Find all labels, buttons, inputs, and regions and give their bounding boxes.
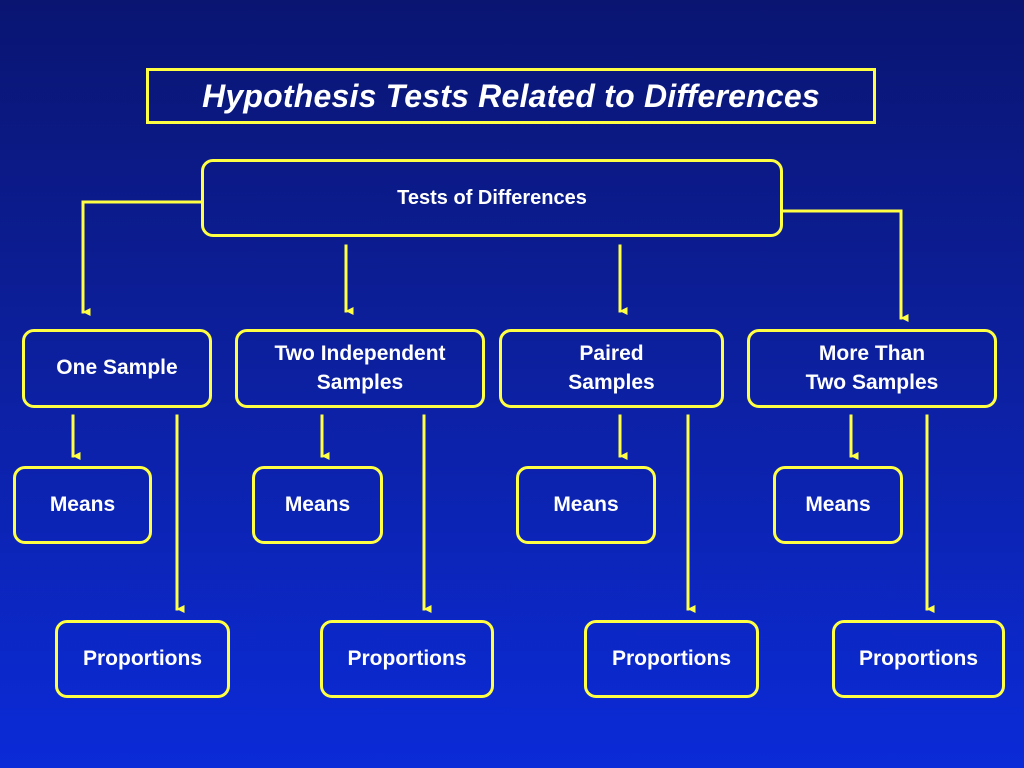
proportions-node-more-than-two-samples [832,620,1005,698]
category-label: Two Independent Samples [274,342,446,394]
means-label: Means [553,492,619,516]
proportions-label: Proportions [83,646,202,670]
category-node-two-independent-samples [235,329,485,408]
means-node-paired-samples [516,466,656,544]
connector-root-to-more-than-two [783,211,901,318]
proportions-node-paired-samples [584,620,759,698]
slide-title: Hypothesis Tests Related to Differences [202,77,820,114]
means-label: Means [284,492,351,516]
means-label: Means [805,492,871,516]
category-node-paired-samples [499,329,724,408]
connector-root-to-one-sample [83,202,201,312]
means-node-more-than-two-samples [773,466,903,544]
proportions-node-one-sample [55,620,230,698]
title-box [146,68,876,124]
proportions-label: Proportions [347,646,467,670]
category-node-more-than-two-samples [747,329,997,408]
proportions-node-two-independent-samples [320,620,494,698]
proportions-label: Proportions [612,646,731,670]
root-node-tests-of-differences [201,159,783,237]
proportions-label: Proportions [859,646,978,670]
means-label: Means [49,492,116,516]
means-node-one-sample [13,466,152,544]
category-label: Paired Samples [568,342,655,394]
root-node-label: Tests of Differences [397,186,587,209]
category-node-one-sample [22,329,212,408]
category-label: One Sample [56,356,178,380]
category-label: More Than Two Samples [805,342,939,394]
means-node-two-independent-samples [252,466,383,544]
